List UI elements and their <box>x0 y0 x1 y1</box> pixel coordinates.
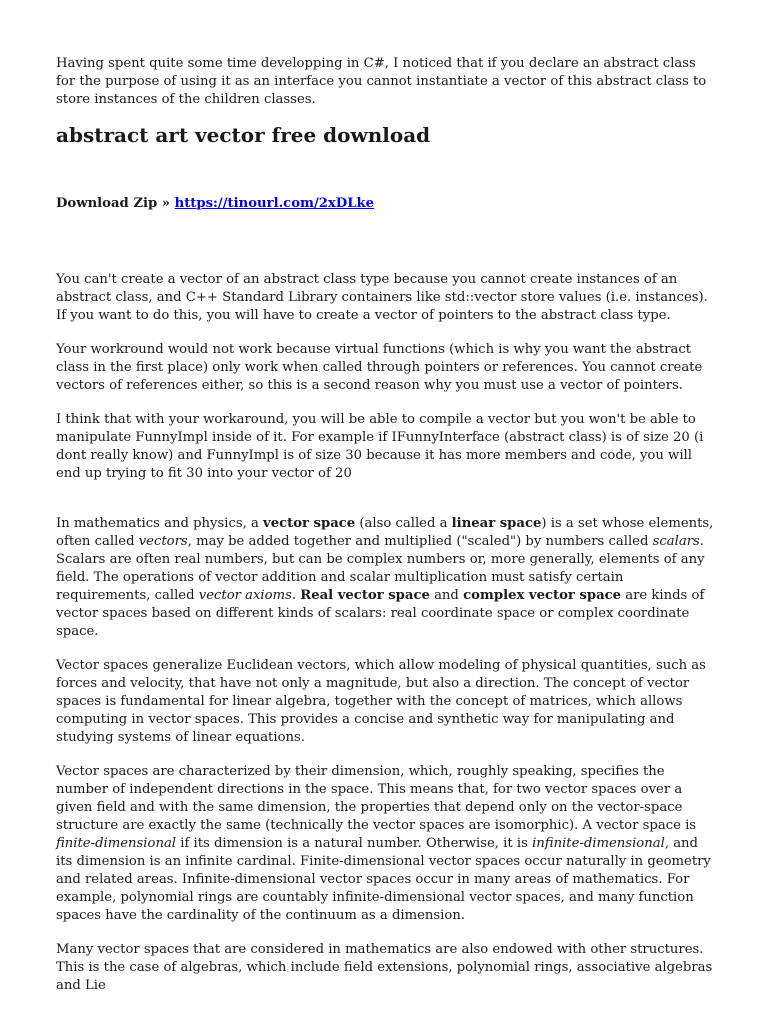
bold-term: complex vector space <box>463 588 622 603</box>
vector-space-structures-paragraph: Many vector spaces that are considered in mathematics are also endowed with other structures. This is the case of algebras, which include field extensions, polynomial rings, associative algebras and Lie <box>56 942 713 993</box>
spacer <box>56 499 716 515</box>
text-run: . <box>291 588 301 603</box>
italic-term: finite-dimensional <box>56 836 177 851</box>
spacer <box>56 213 716 271</box>
bold-term: linear space <box>451 516 542 531</box>
text-run: and <box>429 588 464 603</box>
download-line <box>56 195 716 213</box>
italic-term: scalars <box>652 534 700 549</box>
bold-term: vector space <box>263 516 356 531</box>
text-run: (also called a <box>355 516 452 531</box>
text-run: . Scalars are often real numbers, but can be complex numbers or, more generally, elements of any field. The operations of vector addition and scalar multiplication must satisfy certain requirements, called <box>56 534 705 603</box>
bold-term: Real vector space <box>300 588 430 603</box>
vector-space-definition-paragraph <box>56 515 716 641</box>
text-run: In mathematics and physics, a <box>56 516 264 531</box>
vector-space-dimension-paragraph <box>56 763 716 925</box>
vector-space-paragraph: Vector spaces generalize Euclidean vectors, which allow modeling of physical quantities, such as forces and velocity, that have not only a magnitude, but also a direction. The concept of vector spaces is fundamental for linear algebra, together with the concept of matrices, which allows computing in vector spaces. This provides a concise and synthetic way for manipulating and studying systems of linear equations. <box>56 658 706 745</box>
text-run: are kinds of vector spaces based on different kinds of scalars: real coordinate space or complex coordinate space. <box>56 588 705 639</box>
text-run: , and its dimension is an infinite cardinal. Finite-dimensional vector spaces occur naturally in geometry and related areas. Infinite-dimensional vector spaces occur in many areas of mathematics. For example, polynomial rings are countably infinite-dimensional vector spaces, and many function spaces have the cardinality of the continuum as a dimension. <box>56 836 711 923</box>
italic-term: infinite-dimensional <box>532 836 665 851</box>
download-link[interactable]: https://tinourl.com/2xDLke <box>174 196 375 211</box>
document-page <box>56 55 716 1011</box>
text-run: Vector spaces are characterized by their dimension, which, roughly speaking, specifies the number of independent directions in the space. This means that, for two vector spaces over a given field and with the same dimension, the properties that depend only on the vector-space structure are exactly the same (technically the vector spaces are isomorphic). A vector space is <box>56 764 697 833</box>
italic-term: vectors <box>138 534 188 549</box>
italic-term: vector axioms <box>198 588 292 603</box>
text-run: ) is a set whose elements, often called <box>56 516 714 549</box>
page-title: abstract art vector free download <box>56 123 431 147</box>
answer-paragraph: Your workround would not work because virtual functions (which is why you want the abstract class in the first place) only work when called through pointers or references. You cannot create vectors of references either, so this is a second reason why you must use a vector of pointers. <box>56 342 703 393</box>
text-run: , may be added together and multiplied ("scaled") by numbers called <box>187 534 653 549</box>
answer-paragraph: You can't create a vector of an abstract class type because you cannot create instances of an abstract class, and C++ Standard Library containers like std::vector store values (i.e. instances). If you want to do this, you will have to create a vector of pointers to the abstract class type. <box>56 272 708 323</box>
answer-paragraph: I think that with your workaround, you will be able to compile a vector but you won't be able to manipulate FunnyImpl inside of it. For example if IFunnyInterface (abstract class) is of size 20 (i dont really know) and FunnyImpl is of size 30 because it has more members and code, you will end up trying to fit 30 into your vector of 20 <box>56 412 704 481</box>
download-label: Download Zip » <box>56 196 171 211</box>
intro-paragraph: Having spent quite some time developping in C#, I noticed that if you declare an abstract class for the purpose of using it as an interface you cannot instantiate a vector of this abstract class to store instances of the children classes. <box>56 56 707 107</box>
text-run: if its dimension is a natural number. Otherwise, it is <box>176 836 533 851</box>
